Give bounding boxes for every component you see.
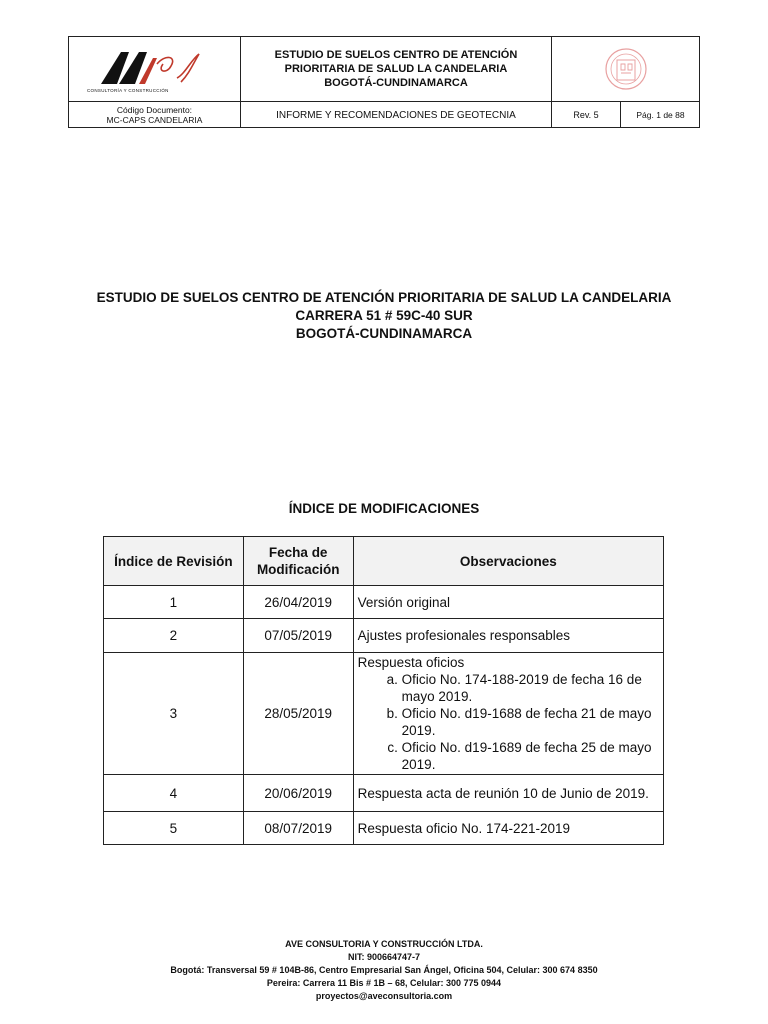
footer-email: proyectos@aveconsultoria.com: [315, 991, 453, 1001]
page-number: Pág. 1 de 88: [636, 110, 685, 120]
list-item: c. Oficio No. d19-1689 de fecha 25 de mayo 2019.: [402, 739, 659, 773]
footer-address-pereira: Pereira: Carrera 11 Bis # 1B – 68, Celular: 300 775 0944: [266, 978, 502, 988]
revision-cell: 2: [104, 619, 244, 653]
observation-cell: [353, 653, 663, 775]
date-cell: 08/07/2019: [243, 812, 353, 845]
list-item: a. Oficio No. 174-188-2019 de fecha 16 de mayo 2019.: [402, 671, 659, 705]
logo-caption: CONSULTORÍA Y CONSTRUCCIÓN: [87, 88, 169, 93]
revision-cell: 4: [104, 775, 244, 812]
seal-icon: [603, 46, 649, 92]
table-row: [104, 619, 664, 653]
observation-cell: Respuesta acta de reunión 10 de Junio de 2019.: [353, 775, 663, 812]
company-logo: [69, 37, 241, 102]
document-title-line: ESTUDIO DE SUELOS CENTRO DE ATENCIÓN PRIORITARIA DE SALUD LA CANDELARIA: [96, 290, 672, 305]
date-cell: 28/05/2019: [243, 653, 353, 775]
observation-text: Respuesta oficios: [357, 655, 465, 670]
report-name: INFORME Y RECOMENDACIONES DE GEOTECNIA: [241, 102, 552, 128]
document-code-label: Código Documento:: [116, 105, 193, 115]
modifications-table: [103, 536, 664, 845]
footer-nit: NIT: 900664747-7: [347, 952, 421, 962]
revision: Rev. 5: [552, 102, 621, 128]
document-header: [68, 36, 700, 128]
observation-cell: Versión original: [353, 586, 663, 619]
document-title-line: BOGOTÁ-CUNDINAMARCA: [295, 326, 473, 341]
table-header-row: [104, 537, 664, 586]
revision-cell: 1: [104, 586, 244, 619]
ave-logo-icon: [95, 44, 215, 94]
column-header: Fecha de Modificación: [243, 537, 353, 586]
date-cell: 07/05/2019: [243, 619, 353, 653]
footer-address-bogota: Bogotá: Transversal 59 # 104B-86, Centro Empresarial San Ángel, Oficina 504, Celular: 300 674 8350: [170, 965, 598, 975]
column-header: Observaciones: [353, 537, 663, 586]
index-heading: ÍNDICE DE MODIFICACIONES: [288, 501, 480, 516]
observation-list: [358, 671, 659, 773]
document-title-line: CARRERA 51 # 59C-40 SUR: [295, 308, 473, 323]
document-title: [60, 289, 708, 343]
header-title-line: BOGOTÁ-CUNDINAMARCA: [324, 77, 468, 89]
seal-cell: [552, 37, 700, 102]
list-item: b. Oficio No. d19-1688 de fecha 21 de mayo 2019.: [402, 705, 659, 739]
date-cell: 26/04/2019: [243, 586, 353, 619]
page-footer: [60, 938, 708, 1003]
column-header: Índice de Revisión: [104, 537, 244, 586]
header-title-line: ESTUDIO DE SUELOS CENTRO DE ATENCIÓN: [274, 49, 518, 61]
observation-cell: Ajustes profesionales responsables: [353, 619, 663, 653]
document-code: [69, 102, 241, 128]
revision-cell: 5: [104, 812, 244, 845]
date-cell: 20/06/2019: [243, 775, 353, 812]
footer-company: AVE CONSULTORIA Y CONSTRUCCIÓN LTDA.: [285, 939, 483, 949]
header-title: [241, 37, 552, 102]
table-row: [104, 653, 664, 775]
header-title-line: PRIORITARIA DE SALUD LA CANDELARIA: [284, 63, 508, 75]
document-code-value: MC-CAPS CANDELARIA: [106, 115, 203, 125]
table-row: [104, 586, 664, 619]
observation-cell: Respuesta oficio No. 174-221-2019: [353, 812, 663, 845]
revision-cell: 3: [104, 653, 244, 775]
table-row: [104, 812, 664, 845]
table-row: [104, 775, 664, 812]
